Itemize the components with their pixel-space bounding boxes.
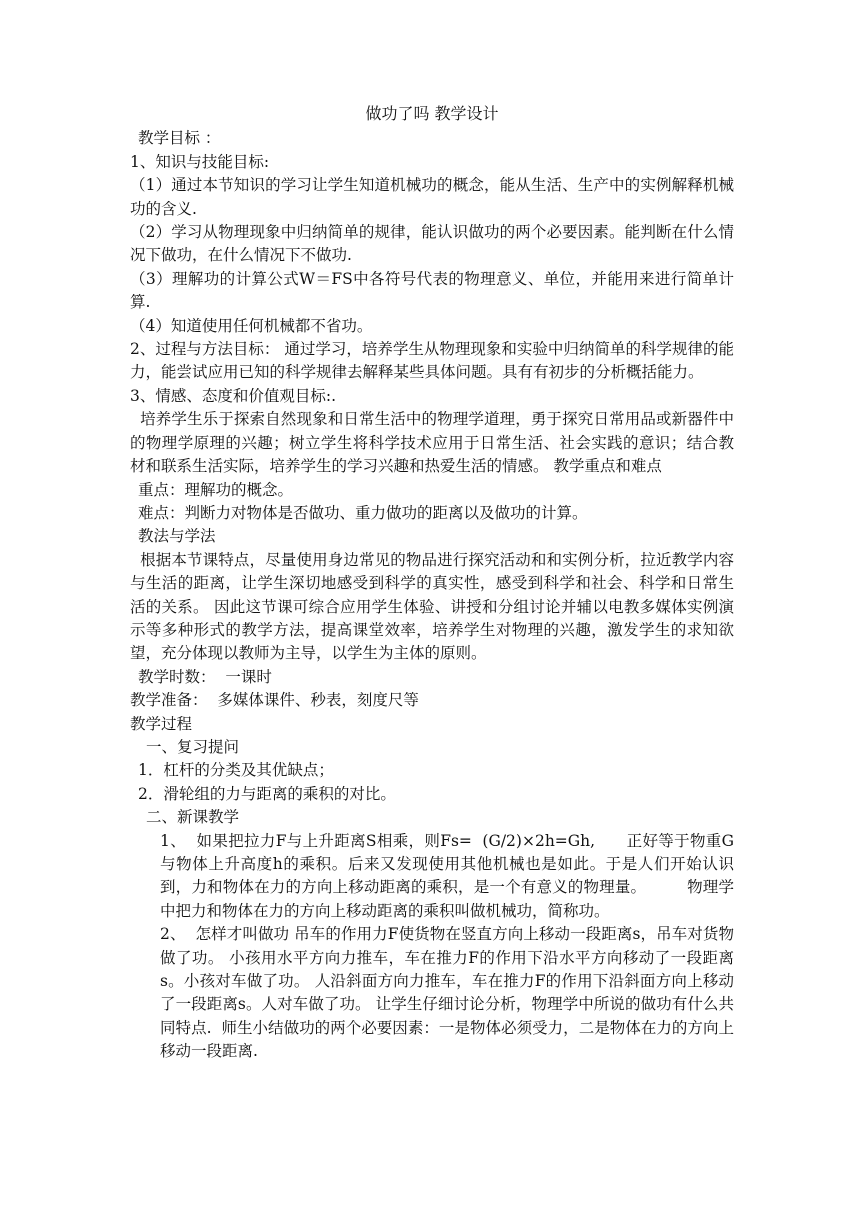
new-lesson-item-1: 1、 如果把拉力F与上升距离S相乘，则Fs= (G/2)×2h=Gh, 正好等于物重G与物体上升高度h的乘积。后来又发现使用其他机械也是如此。于是人们开始认识到，力和物体在力的方向上移动距离的乘积，是一个有意义的物理量。 物理学中把力和物体在力的方向上移动距离的乘积叫做机械功，简称功。 <box>160 831 734 920</box>
key-point: 重点：理解功的概念。 <box>138 480 294 499</box>
objective-emotion-heading: 3、情感、态度和价值观目标:. <box>130 386 337 405</box>
review-item-1: 1．杠杆的分类及其优缺点； <box>138 761 334 780</box>
new-lesson-heading: 二、新课教学 <box>146 808 240 827</box>
class-hours: 教学时数： 一课时 <box>138 667 272 686</box>
review-item-2: 2．滑轮组的力与距离的乘积的对比。 <box>138 784 396 803</box>
objective-item-4: （4）知道使用任何机械都不省功。 <box>130 316 373 335</box>
review-heading: 一、复习提问 <box>146 737 240 756</box>
objective-emotion-text: 培养学生乐于探索自然现象和日常生活中的物理学道理，勇于探究日常用品或新器件中的物理学原理的兴趣；树立学生将科学技术应用于日常生活、社会实践的意识；结合教材和联系生活实际，培养学生的学习兴趣和热爱生活的情感。 教学重点和难点 <box>130 410 734 476</box>
objective-process-method: 2、过程与方法目标： 通过学习，培养学生从物理现象和实验中归纳简单的科学规律的能力，能尝试应用已知的科学规律去解释某些具体问题。具有有初步的分析概括能力。 <box>130 340 734 382</box>
methods-text: 根据本节课特点，尽量使用身边常见的物品进行探究活动和和实例分析，拉近教学内容与生活的距离，让学生深切地感受到科学的真实性，感受到科学和社会、科学和日常生活的关系。 因此这节课可综合应用学生体验、讲授和分组讨论并辅以电教多媒体实例演示等多种形式的教学方法，提高课堂效率，培养学生对物理的兴趣，激发学生的求知欲望，充分体现以教师为主导，以学生为主体的原则。 <box>130 550 734 663</box>
objective-knowledge-heading: 1、知识与技能目标: <box>130 152 270 171</box>
objective-item-3: （3）理解功的计算公式W＝FS中各符号代表的物理意义、单位，并能用来进行简单计算. <box>130 269 734 312</box>
teaching-preparation: 教学准备： 多媒体课件、秒表，刻度尺等 <box>130 691 419 710</box>
document-title: 做功了吗 教学设计 <box>365 104 499 123</box>
new-lesson-item-2: 2、 怎样才叫做功 吊车的作用力F使货物在竖直方向上移动一段距离s，吊车对货物做了功。 小孩用水平方向力推车，车在推力F的作用下沿水平方向移动了一段距离s。小孩对车做了功。 人沿斜面方向力推车，车在推力F的作用下沿斜面方向上移动了一段距离s。人对车做了功。 让学生仔细讨论分析，物理学中所说的做功有什么共同特点. 师生小结做功的两个必要因素：一是物体必须受力，二是物体在力的方向上移动一段距离. <box>160 925 734 1061</box>
section-heading-methods: 教法与学法 <box>138 527 216 546</box>
section-heading-process: 教学过程 <box>130 714 193 733</box>
section-heading-objectives: 教学目标 ： <box>138 129 221 148</box>
difficult-point: 难点：判断力对物体是否做功、重力做功的距离以及做功的计算。 <box>138 503 588 522</box>
objective-item-1: （1）通过本节知识的学习让学生知道机械功的概念，能从生活、生产中的实例解释机械功的含义. <box>130 176 734 218</box>
document-body <box>130 102 734 1064</box>
objective-item-2: （2）学习从物理现象中归纳简单的规律，能认识做功的两个必要因素。能判断在什么情况下做功，在什么情况下不做功. <box>130 223 734 265</box>
